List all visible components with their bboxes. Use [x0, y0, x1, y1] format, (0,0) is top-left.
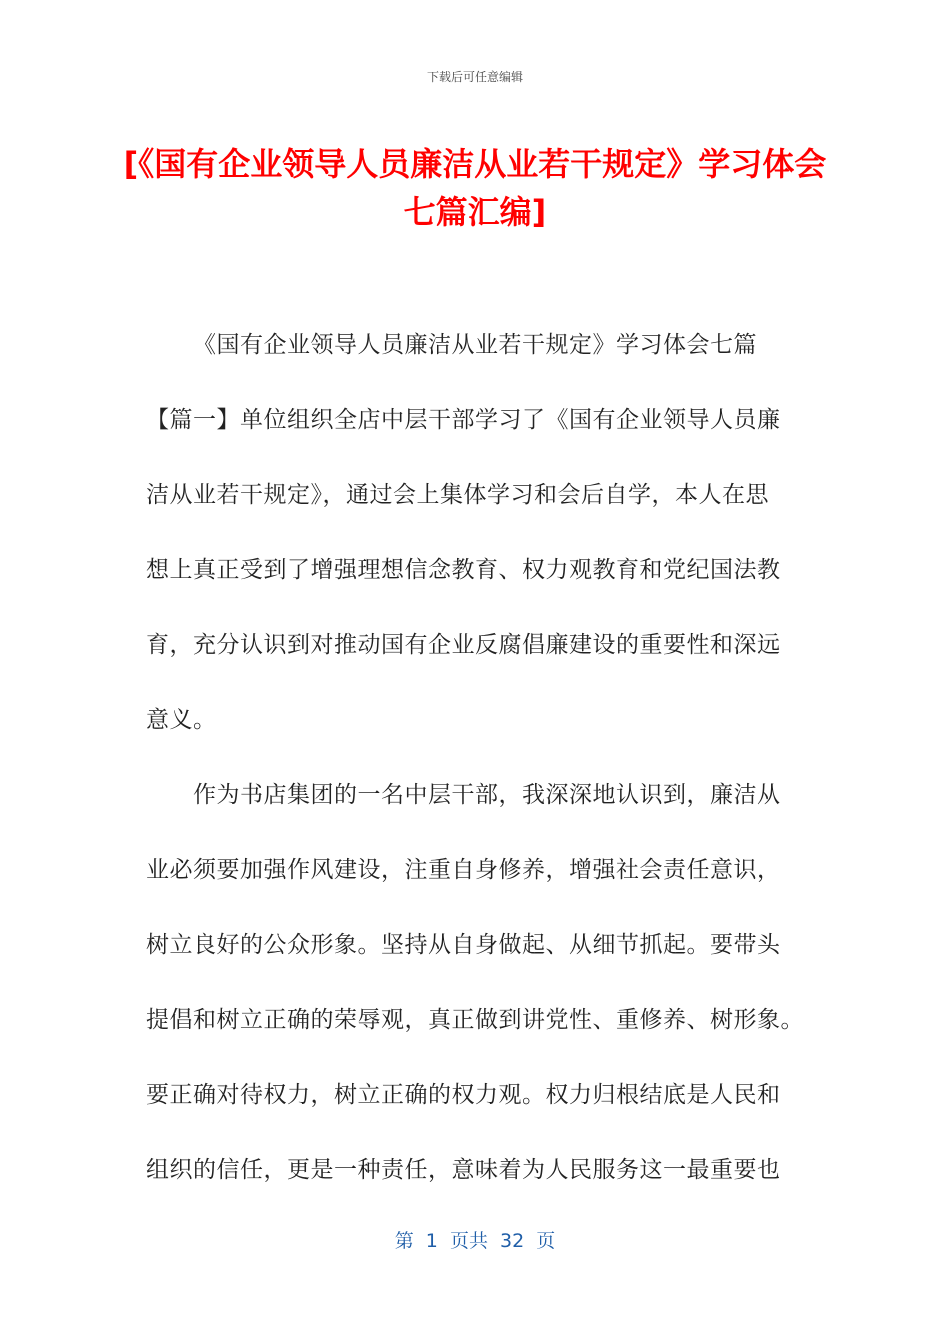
body-line-paragraph-start: 作为书店集团的一名中层干部，我深深地认识到，廉洁从 [193, 782, 781, 808]
body-line: 想上真正受到了增强理想信念教育、权力观教育和党纪国法教 [146, 557, 781, 583]
body-line: 意义。 [146, 707, 217, 733]
body-line: 【篇一】单位组织全店中层干部学习了《国有企业领导人员廉 [146, 407, 781, 433]
body-line: 组织的信任，更是一种责任，意味着为人民服务这一最重要也 [146, 1157, 781, 1183]
page-footer: 第 1 页共 32 页 [394, 1230, 556, 1252]
body-line-subtitle: 《国有企业领导人员廉洁从业若干规定》学习体会七篇 [193, 332, 757, 358]
body-line: 育，充分认识到对推动国有企业反腐倡廉建设的重要性和深远 [146, 632, 781, 658]
body-line: 业必须要加强作风建设，注重自身修养，增强社会责任意识， [146, 857, 781, 883]
body-line: 洁从业若干规定》，通过会上集体学习和会后自学，本人在思 [146, 482, 769, 508]
document-title: [《国有企业领导人员廉洁从业若干规定》学习体会七篇汇编] [123, 145, 827, 231]
body-line: 提倡和树立正确的荣辱观，真正做到讲党性、重修养、树形象。 [146, 1007, 804, 1033]
header-note: 下载后可任意编辑 [426, 70, 523, 84]
body-line: 树立良好的公众形象。坚持从自身做起、从细节抓起。要带头 [146, 932, 781, 958]
body-line: 要正确对待权力，树立正确的权力观。权力归根结底是人民和 [146, 1082, 781, 1108]
